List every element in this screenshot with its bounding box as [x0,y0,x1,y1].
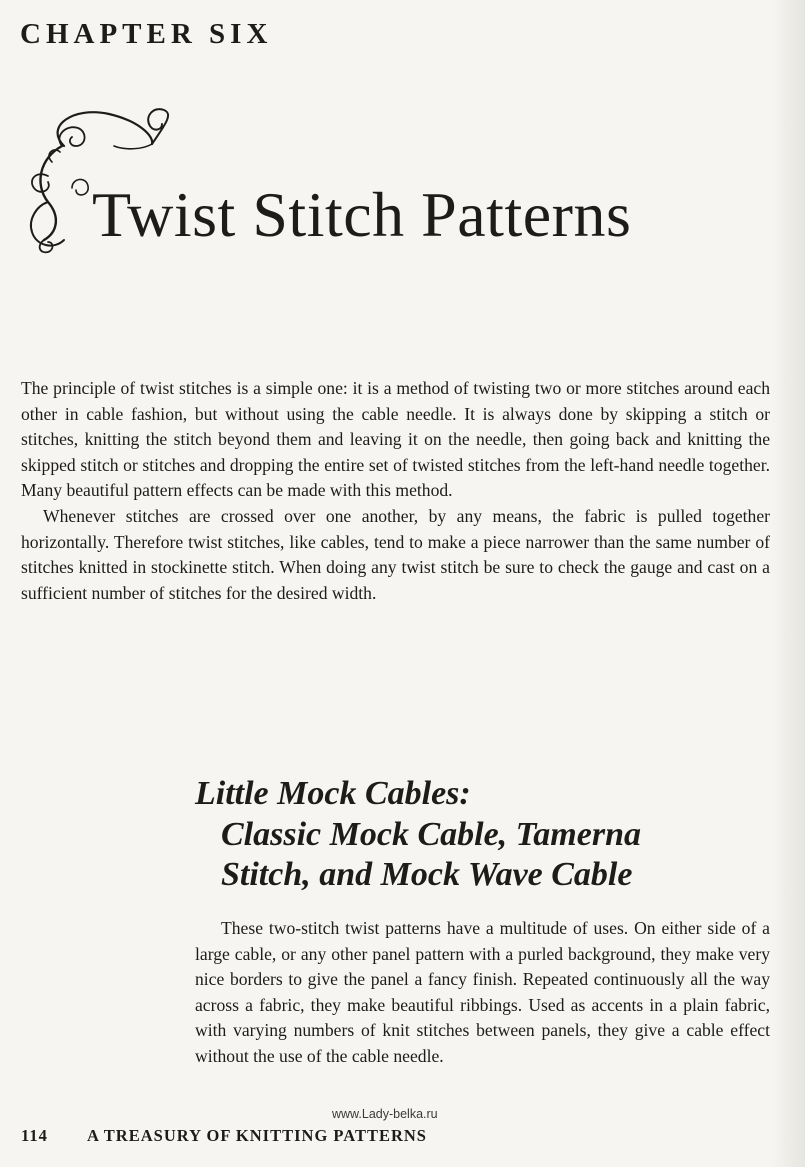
page-edge-shadow [771,0,805,1167]
watermark-link[interactable]: www.Lady-belka.ru [332,1107,438,1121]
section-heading-line-2: Classic Mock Cable, Tamerna [221,815,641,853]
page-footer [21,1126,427,1146]
section-heading-line-1: Little Mock Cables: [195,775,471,812]
page-number: 114 [21,1126,48,1145]
section-heading [195,774,641,896]
chapter-title: Twist Stitch Patterns [92,179,632,250]
chapter-label: CHAPTER SIX [20,18,273,50]
intro-text [21,376,770,606]
book-title: A TREASURY OF KNITTING PATTERNS [86,1126,427,1145]
intro-paragraph-2: Whenever stitches are crossed over one another, by any means, the fabric is pulled together horizontally. Therefore twist stitches, like cables, tend to make a piece narrower than the same number of stitches knitted in stockinette stitch. When doing any twist stitch be sure to check the gauge and cast on a sufficient number of stitches for the desired width. [21,505,770,603]
section-heading-line-3: Stitch, and Mock Wave Cable [221,856,633,893]
intro-paragraph-1: The principle of twist stitches is a simple one: it is a method of twisting two or more stitches around each other in cable fashion, but without using the cable needle. It is always done by skipping a stitch or stitches, knitting the stitch beyond them and leaving it on the needle, then going back and knitting the skipped stitch or stitches and dropping the entire set of twisted stitches from the left-hand needle together. Many beautiful pattern effects can be made with this method. [21,378,770,501]
section-paragraph: These two-stitch twist patterns have a multitude of uses. On either side of a large cable, or any other panel pattern with a purled background, they make very nice borders to give the panel a fancy finish. Repeated continuously all the way across a fabric, they make beautiful ribbings. Used as accents in a plain fabric, with varying numbers of knit stitches between panels, they give a cable effect without the use of the cable needle. [195,918,770,1066]
